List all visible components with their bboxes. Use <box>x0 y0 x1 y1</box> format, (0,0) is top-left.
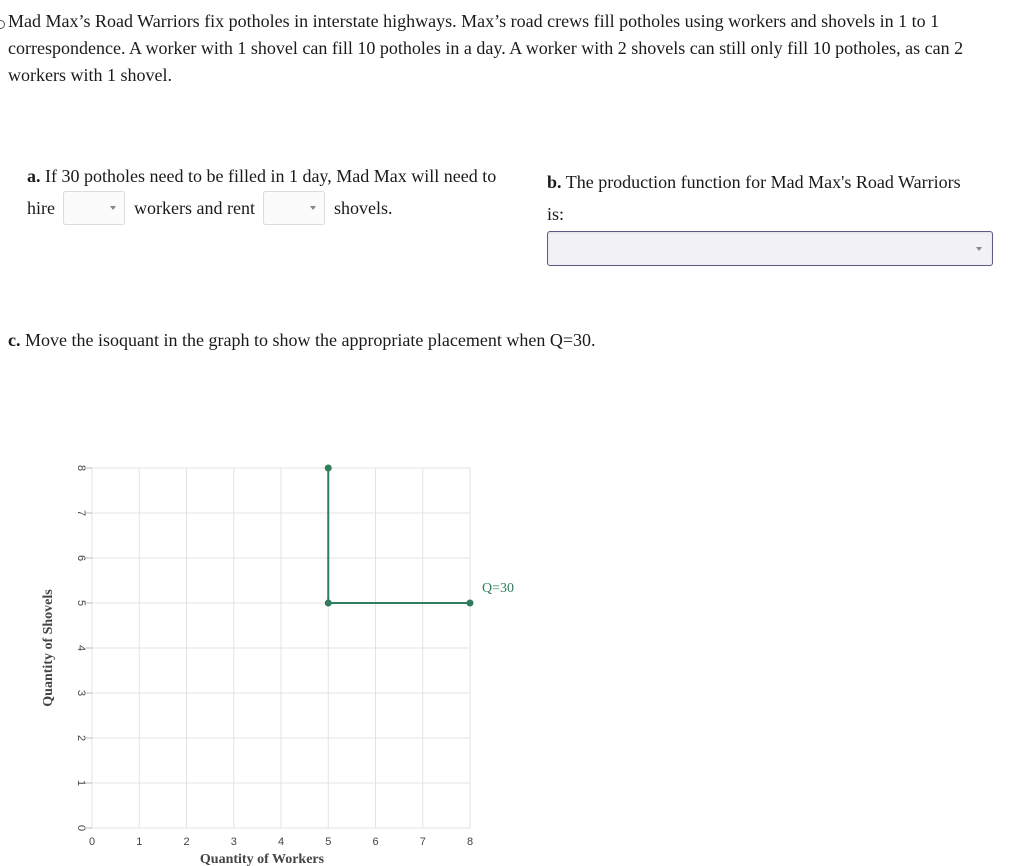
y-tick-label: 7 <box>75 509 87 517</box>
question-b-label: b. <box>547 172 562 192</box>
x-tick-label: 4 <box>277 836 285 848</box>
y-tick-label: 4 <box>75 644 87 652</box>
y-axis-title: Quantity of Shovels <box>41 589 56 707</box>
problem-intro: Mad Max’s Road Warriors fix potholes in interstate highways. Max’s road crews fill potholes using workers and shovels in 1 to 1 correspondence. A worker with 1 shovel can fill 10 potholes in a day. A worker with 2 shovels can still only fill 10 potholes, as can 2 workers with 1 shovel. <box>8 11 964 85</box>
chart-ticks <box>75 465 473 848</box>
edge-marker <box>0 20 5 29</box>
isoquant-label: Q=30 <box>482 581 515 596</box>
shovels-dropdown[interactable] <box>263 191 325 225</box>
x-tick-label: 7 <box>419 836 426 848</box>
y-tick-label: 8 <box>75 464 87 472</box>
x-tick-label: 5 <box>325 836 332 848</box>
isoquant-line[interactable] <box>328 468 470 603</box>
question-a-text-2: workers and rent <box>133 198 255 218</box>
x-tick-label: 3 <box>230 836 237 848</box>
isoquant-handle[interactable] <box>325 600 332 607</box>
x-tick-label: 8 <box>466 836 474 848</box>
y-tick-label: 2 <box>75 734 87 742</box>
question-a <box>27 160 497 227</box>
x-axis-title: Quantity of Workers <box>199 852 325 866</box>
question-c-text: Move the isoquant in the graph to show the appropriate placement when Q=30. <box>25 330 596 350</box>
question-a-text-1: If 30 potholes need to be filled in 1 day, Mad Max will need to hire <box>27 166 497 218</box>
workers-dropdown[interactable] <box>63 191 125 225</box>
production-function-dropdown[interactable] <box>547 231 993 266</box>
question-c-label: c. <box>8 330 21 350</box>
question-c <box>8 327 596 353</box>
chevron-down-icon <box>976 247 982 251</box>
y-tick-label: 0 <box>75 824 87 832</box>
x-tick-label: 2 <box>183 836 190 848</box>
x-tick-label: 6 <box>372 836 379 848</box>
isoquant-series[interactable] <box>325 465 514 607</box>
question-b-text: The production function for Mad Max's Road Warriors is: <box>547 172 961 224</box>
isoquant-chart[interactable] <box>0 440 560 866</box>
question-b <box>547 166 967 230</box>
y-tick-label: 1 <box>75 779 87 787</box>
chevron-down-icon <box>310 206 316 210</box>
y-tick-label: 6 <box>75 554 87 562</box>
question-a-text-3: shovels. <box>333 198 393 218</box>
x-tick-label: 1 <box>136 836 143 848</box>
isoquant-handle[interactable] <box>467 600 474 607</box>
chart-grid <box>92 468 470 828</box>
y-tick-label: 3 <box>75 689 87 697</box>
y-tick-label: 5 <box>75 599 87 607</box>
x-tick-label: 0 <box>88 836 96 848</box>
chevron-down-icon <box>110 206 116 210</box>
isoquant-handle[interactable] <box>325 465 332 472</box>
question-a-label: a. <box>27 166 41 186</box>
